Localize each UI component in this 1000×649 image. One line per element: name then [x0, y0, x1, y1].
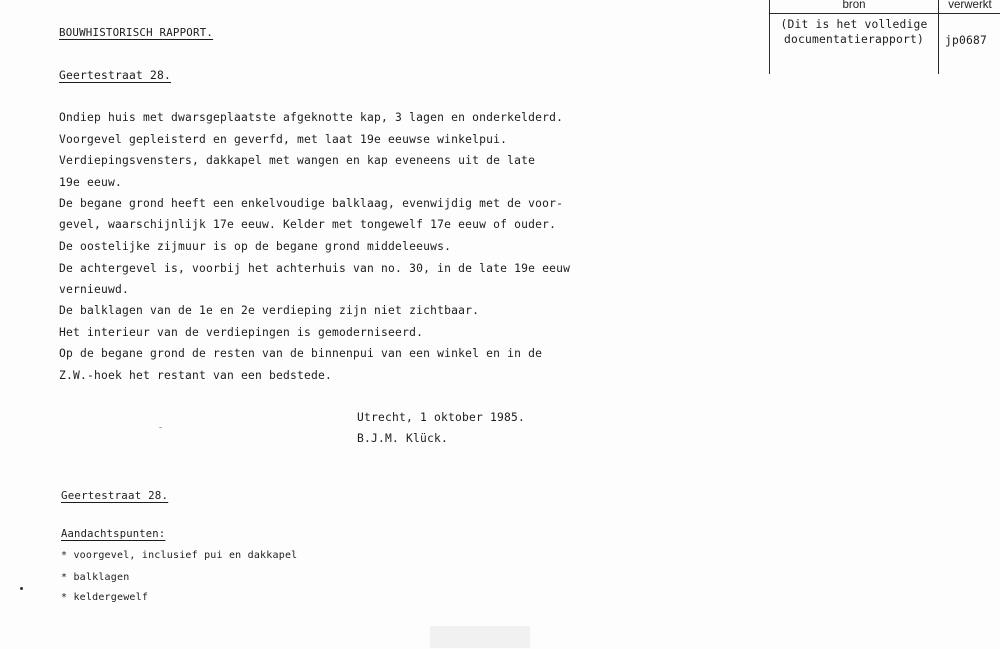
scan-speck [20, 587, 23, 590]
body-line: De achtergevel is, voorbij het achterhuis van no. 30, in de late 19e eeuw [59, 262, 571, 275]
place-date: Utrecht, 1 oktober 1985. [357, 411, 526, 424]
attention-heading: Aandachtspunten: [61, 528, 166, 540]
body-line: Op de begane grond de resten van de binnenpui van een winkel en in de [59, 347, 543, 360]
stamp-header-verwerkt: verwerkt [948, 0, 992, 11]
body-line: De balklagen van de 1e en 2e verdieping zijn niet zichtbaar. [59, 304, 480, 317]
scan-smudge [430, 626, 530, 648]
author-signature: B.J.M. Klück. [357, 432, 449, 445]
body-line: Voorgevel gepleisterd en geverfd, met laat 19e eeuwse winkelpui. [59, 133, 508, 146]
report-address: Geertestraat 28. [59, 69, 172, 82]
attention-item: * voorgevel, inclusief pui en dakkapel [61, 550, 298, 561]
body-line: Verdiepingsvensters, dakkapel met wangen en kap eveneens uit de late [59, 154, 536, 167]
attention-item: * balklagen [61, 572, 130, 583]
stamp-column-divider [938, 0, 939, 74]
attention-item: * keldergewelf [61, 592, 149, 603]
stamp-processed-id: jp0687 [945, 34, 988, 47]
archive-stamp-table [769, 0, 1000, 74]
stamp-source-cell [770, 17, 938, 47]
stamp-header-bron: bron [842, 0, 866, 11]
body-line: Het interieur van de verdiepingen is gemoderniseerd. [59, 326, 424, 339]
body-line: De begane grond heeft een enkelvoudige balklaag, evenwijdig met de voor- [59, 197, 564, 210]
body-line: 19e eeuw. [59, 176, 123, 189]
body-line: vernieuwd. [59, 283, 130, 296]
stamp-header-rule [769, 13, 1000, 14]
body-line: Ondiep huis met dwarsgeplaatste afgeknotte kap, 3 lagen en onderkelderd. [59, 111, 564, 124]
report-title: BOUWHISTORISCH RAPPORT. [59, 26, 214, 39]
body-line: Z.W.-hoek het restant van een bedstede. [59, 369, 333, 382]
stamp-source-line: (Dit is het volledige [780, 18, 928, 31]
scan-speck [159, 427, 162, 428]
body-line: gevel, waarschijnlijk 17e eeuw. Kelder met tongewelf 17e eeuw of ouder. [59, 218, 557, 231]
stamp-source-line: documentatierapport) [783, 33, 925, 46]
body-line: De oostelijke zijmuur is op de begane grond middeleeuws. [59, 240, 452, 253]
attention-address: Geertestraat 28. [61, 489, 169, 502]
